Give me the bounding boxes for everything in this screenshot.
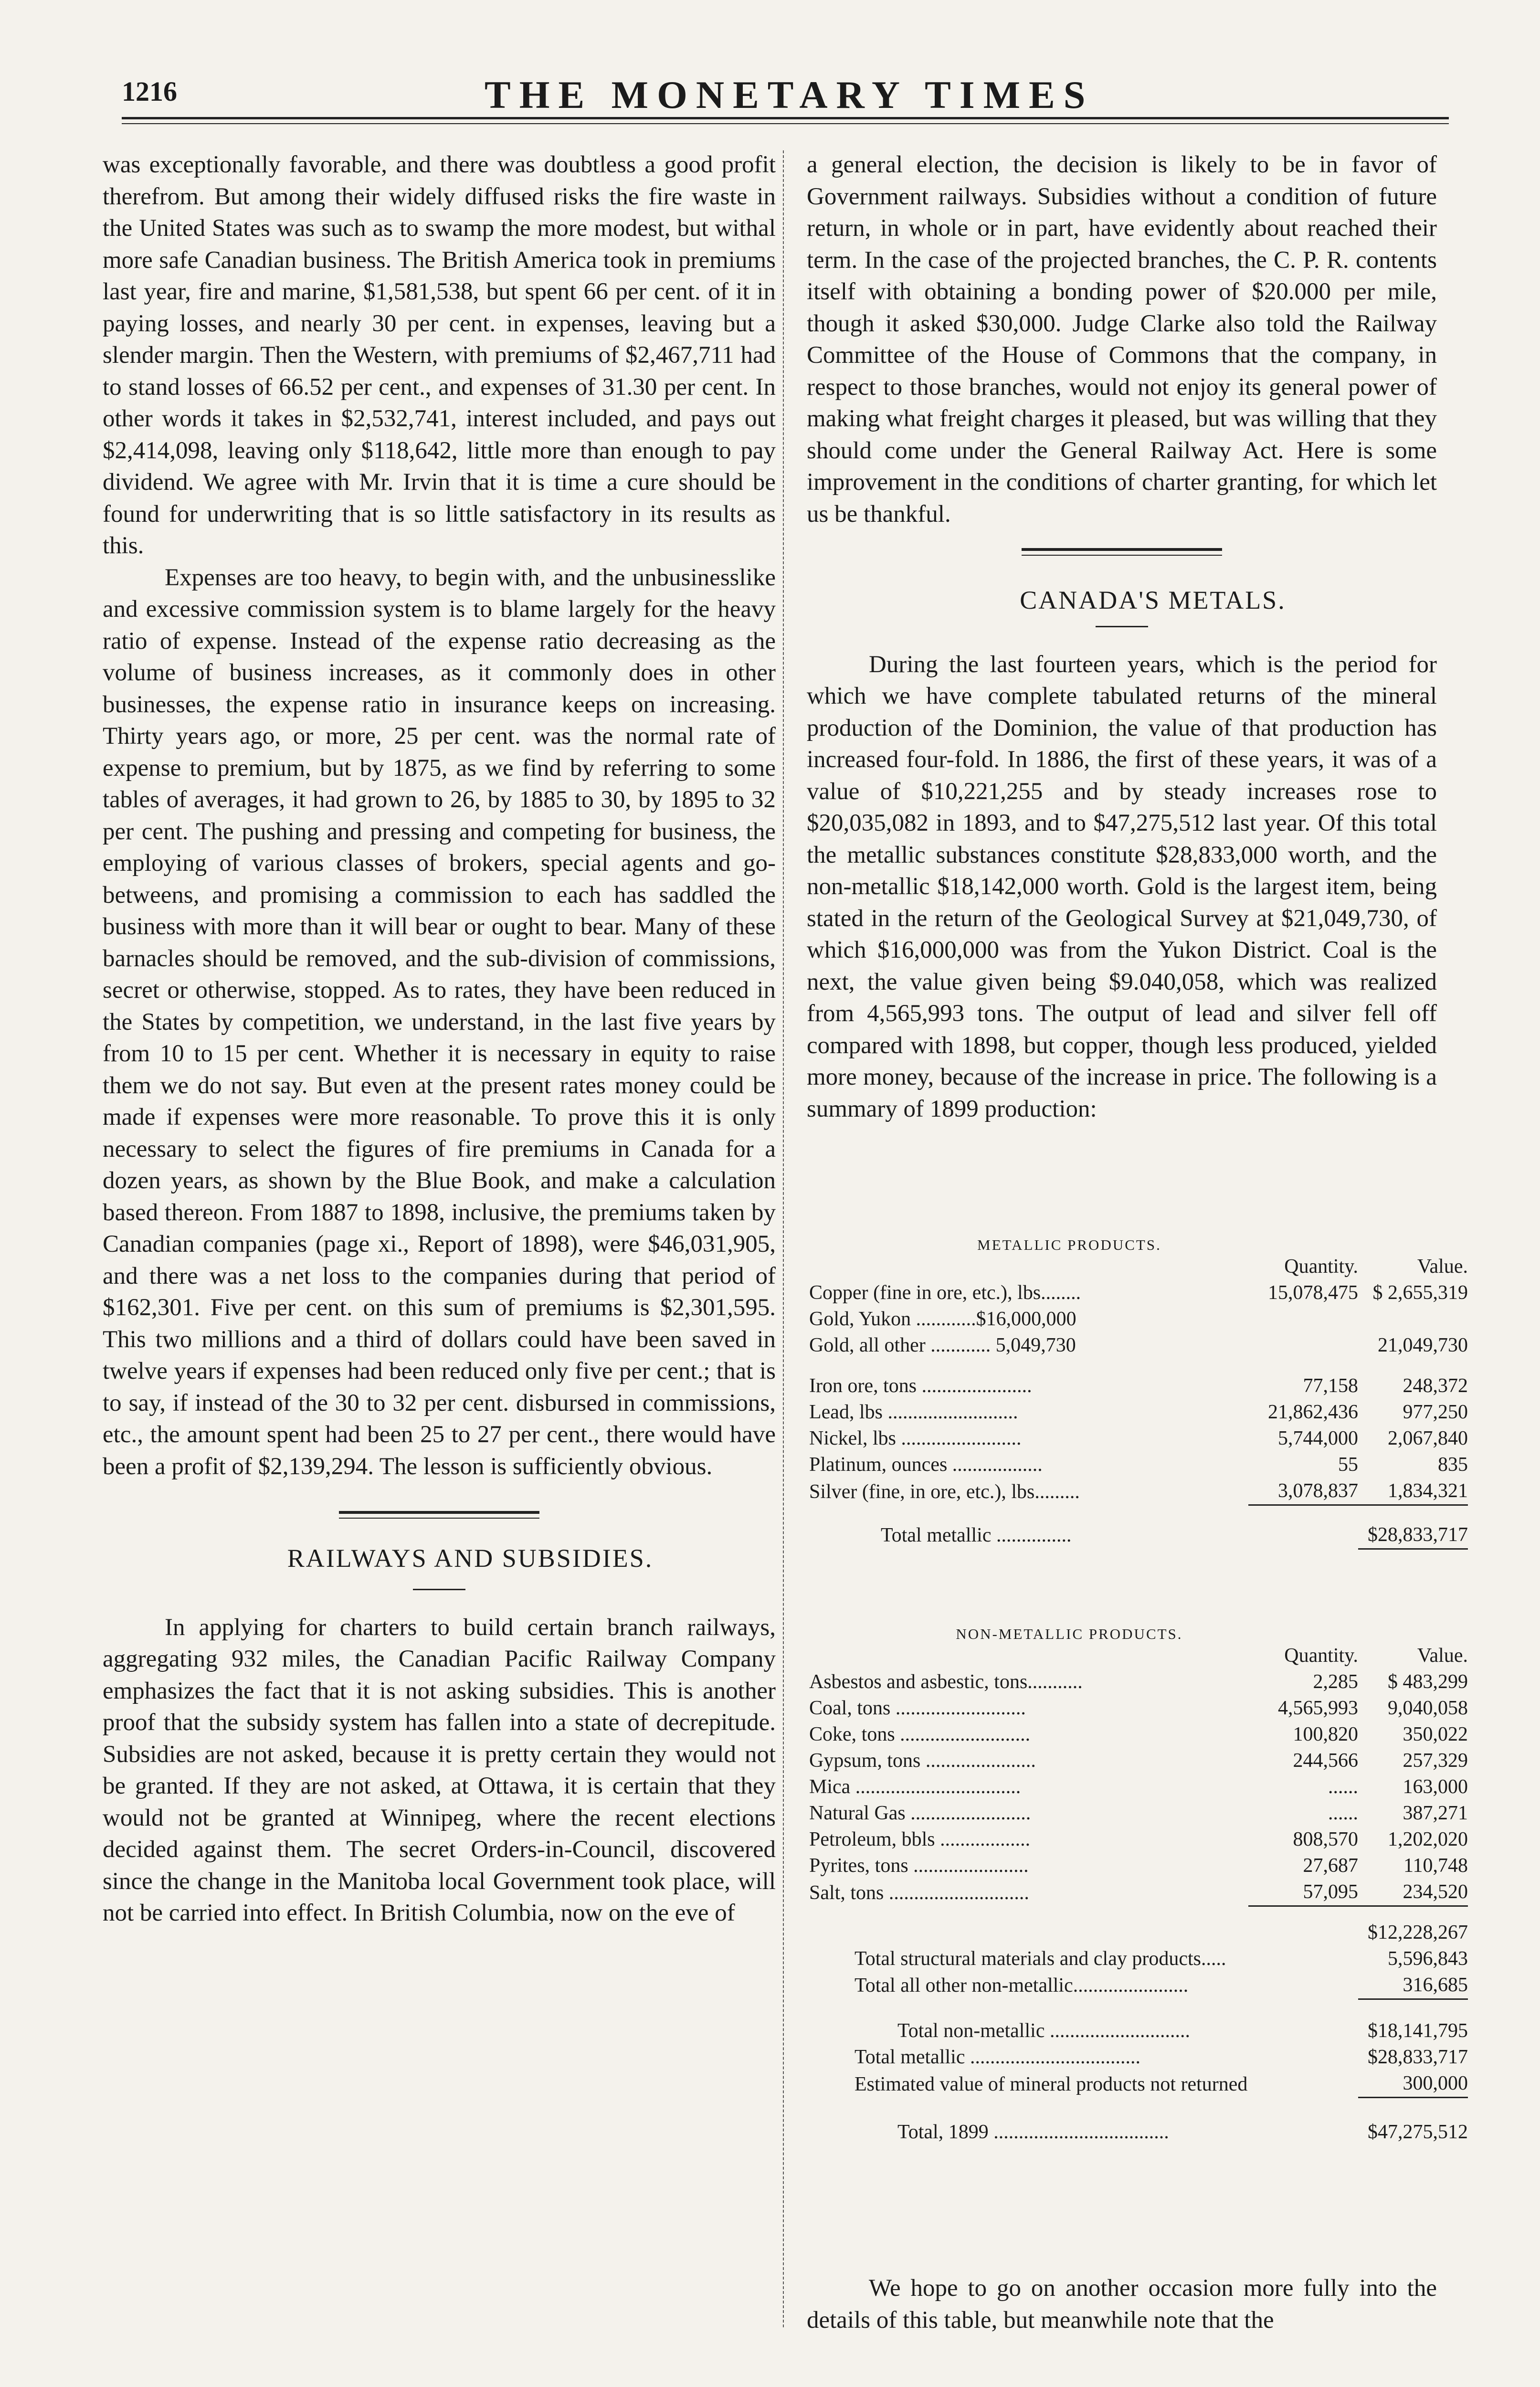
row-name: Total all other non-metallic....................... bbox=[854, 1975, 1189, 1996]
row-name: Total metallic .................................. bbox=[854, 2046, 1140, 2068]
grand-total-label: Total, 1899 ................................... bbox=[897, 2121, 1169, 2143]
page-header bbox=[122, 75, 1540, 133]
row-name: Nickel, lbs ........................ bbox=[809, 1427, 1022, 1449]
table-row bbox=[809, 1722, 1468, 1748]
row-value: 300,000 bbox=[1403, 2072, 1468, 2094]
insurance-paragraph-2: Expenses are too heavy, to begin with, and the unbusinesslike and excessive commission system is to blame largely for the heavy ratio of expense. Instead of the expense ratio decreasing as the volume of business increases, as it commonly does in other businesses, the expense ratio in insurance keeps on increasing. Thirty years ago, or more, 25 per cent. was the normal rate of expense to premium, but by 1875, as we find by referring to some tables of averages, it had grown to 26, by 1885 to 30, by 1895 to 32 per cent. The pushing and pressing and competing for business, the employing of various classes of brokers, special agents and go-betweens, and promising a commission to each has saddled the business with more than it will bear or ought to bear. Many of these barnacles should be removed, and the sub-division of commissions, secret or otherwise, stopped. As to rates, they have been reduced in the States by competition, we understand, in the last five years by from 10 to 15 per cent. Whether it is necessary in equity to raise them we do not say. But even at the present rates money could be made if expenses were more reasonable. To prove this it is only necessary to select the figures of fire premiums in Canada for a dozen years, as shown by the Blue Book, and make a calculation based thereon. From 1887 to 1898, inclusive, the premiums taken by Canadian companies (page xi., Report of 1898), were $46,031,905, and there was a net loss to the companies during that period of $162,301. Five per cent. on this sum of premiums is $2,301,595. This two millions and a third of dollars could have been saved in twelve years if expenses had been reduced only five per cent.; that is to say, if instead of the 30 to 32 per cent. disbursed in commissions, etc., the amount spent had been 25 to 27 per cent., there would have been a profit of $2,139,294. The lesson is sufficiently obvious. bbox=[103, 564, 776, 1480]
row-name: Gold, all other ............ 5,049,730 bbox=[809, 1334, 1076, 1356]
railways-heading: RAILWAYS AND SUBSIDIES. bbox=[287, 1544, 654, 1573]
metals-paragraph: During the last fourteen years, which is the period for which we have complete tabulated returns of the mineral production of the Dominion, the value of that production has increased four-fold. In 1886, the first of these years, it was of a value of $10,221,255 and by steady increases rose to $20,035,082 in 1893, and to $47,275,512 last year. Of this total the metallic substances constitute $28,833,000 worth, and the non-metallic $18,142,000 worth. Gold is the largest item, being stated in the return of the Geological Survey at $21,049,730, of which $16,000,000 was from the Yukon District. Coal is the next, the value given being $9.040,058, which was realized from 4,565,993 tons. The output of lead and silver fell off compared with 1898, but copper, though less produced, yielded more money, because of the increase in price. The following is a summary of 1899 production: bbox=[807, 651, 1437, 1122]
row-quantity: 55 bbox=[1338, 1454, 1358, 1476]
row-value: 163,000 bbox=[1403, 1776, 1468, 1798]
row-value: 2,067,840 bbox=[1388, 1427, 1468, 1449]
closing-paragraph: We hope to go on another occasion more fully into the details of this table, but meanwhile note that the bbox=[807, 2275, 1437, 2334]
row-value: $28,833,717 bbox=[1368, 2046, 1468, 2068]
row-value: 387,271 bbox=[1403, 1802, 1468, 1824]
row-quantity: 57,095 bbox=[1303, 1881, 1358, 1903]
row-value: 21,049,730 bbox=[1378, 1334, 1468, 1356]
railways-paragraph: In applying for charters to build certain branch railways, aggregating 932 miles, the Canadian Pacific Railway Company emphasizes the fact that it is not asking subsidies. This is another proof that the subsidy system has fallen into a state of decrepitude. Subsidies are not asked, because it is pretty certain they would not be granted. If they are not asked, at Ottawa, it is certain that they would not be granted at Winnipeg, where the recent elections decided against them. The secret Orders-in-Council, discovered since the change in the Manitoba local Government took place, will not be carried into effect. In British Columbia, now on the eve of bbox=[103, 1614, 776, 1926]
row-value: 316,685 bbox=[1403, 1974, 1468, 1996]
row-name: Petroleum, bbls .................. bbox=[809, 1828, 1031, 1850]
header-rule bbox=[122, 117, 1449, 119]
row-name: Gypsum, tons ...................... bbox=[809, 1750, 1036, 1772]
row-name: Gold, Yukon ............$16,000,000 bbox=[809, 1308, 1076, 1330]
row-quantity: 4,565,993 bbox=[1278, 1697, 1358, 1719]
table-row bbox=[809, 1827, 1468, 1853]
total-metallic-label: Total metallic ............... bbox=[881, 1524, 1072, 1546]
row-name: Iron ore, tons ...................... bbox=[809, 1375, 1032, 1397]
section-rule bbox=[339, 1511, 539, 1519]
value-header: Value. bbox=[1417, 1256, 1468, 1278]
table-header-row bbox=[809, 1643, 1468, 1669]
table-header-row bbox=[809, 1254, 1468, 1280]
row-quantity: 2,285 bbox=[1313, 1671, 1358, 1693]
summary-row bbox=[809, 2018, 1468, 2044]
row-quantity: 3,078,837 bbox=[1278, 1480, 1358, 1502]
table-row bbox=[809, 1669, 1468, 1695]
table-row bbox=[809, 1332, 1468, 1359]
row-quantity bbox=[1248, 1332, 1358, 1359]
masthead-title: THE MONETARY TIMES bbox=[485, 73, 1094, 116]
row-quantity: 244,566 bbox=[1293, 1750, 1358, 1772]
header-rule-thin bbox=[122, 123, 1449, 124]
row-quantity: 808,570 bbox=[1293, 1828, 1358, 1850]
table-row bbox=[809, 1452, 1468, 1478]
page-number: 1216 bbox=[122, 76, 177, 107]
total-metallic-value: $28,833,717 bbox=[1368, 1523, 1468, 1546]
row-quantity bbox=[1248, 1306, 1358, 1332]
row-name: Lead, lbs .......................... bbox=[809, 1401, 1018, 1423]
table-row bbox=[809, 1800, 1468, 1827]
row-value: 5,596,843 bbox=[1388, 1947, 1468, 1970]
row-value: 234,520 bbox=[1403, 1881, 1468, 1903]
right-column bbox=[807, 149, 1437, 1125]
column-divider bbox=[783, 150, 784, 2327]
row-name: Estimated value of mineral products not returned bbox=[854, 2073, 1248, 2095]
row-name: Asbestos and asbestic, tons........... bbox=[809, 1671, 1083, 1693]
section-rule bbox=[1022, 548, 1222, 556]
table-row bbox=[809, 1426, 1468, 1452]
row-quantity: ...... bbox=[1328, 1802, 1358, 1824]
non-metallic-table bbox=[809, 1643, 1468, 2145]
row-name: Mica ................................. bbox=[809, 1776, 1021, 1798]
row-value: 350,022 bbox=[1403, 1723, 1468, 1745]
row-quantity: 5,744,000 bbox=[1278, 1427, 1358, 1449]
row-quantity: 21,862,436 bbox=[1268, 1401, 1358, 1423]
row-name: Coke, tons .......................... bbox=[809, 1723, 1031, 1745]
summary-row bbox=[809, 2070, 1468, 2098]
row-quantity: 77,158 bbox=[1303, 1375, 1358, 1397]
row-name: Copper (fine in ore, etc.), lbs........ bbox=[809, 1282, 1081, 1304]
row-name: Silver (fine, in ore, etc.), lbs......... bbox=[809, 1480, 1080, 1503]
metallic-table bbox=[809, 1254, 1468, 1558]
subtotal-value: $12,228,267 bbox=[1368, 1921, 1468, 1943]
table-row bbox=[809, 1879, 1468, 1906]
insurance-paragraph-1: was exceptionally favorable, and there was doubtless a good profit therefrom. But among their widely diffused risks the fire waste in the United States was such as to swamp the more modest, but withal more safe Canadian business. The British America took in premiums last year, fire and marine, $1,581,538, but spent 66 per cent. of it in paying losses, and nearly 30 per cent. in expenses, leaving but a slender margin. Then the Western, with premiums of $2,467,711 had to stand losses of 66.52 per cent., and expenses of 31.30 per cent. In other words it takes in $2,532,741, interest included, and pays out $2,414,098, leaving only $118,642, little more than enough to pay dividend. We agree with Mr. Irvin that it is time a cure should be found for underwriting that is so little satisfactory in its results as this. bbox=[103, 151, 776, 559]
row-name: Salt, tons ............................ bbox=[809, 1881, 1029, 1904]
table-row bbox=[809, 1946, 1468, 1972]
row-quantity: ...... bbox=[1328, 1776, 1358, 1798]
row-value: 248,372 bbox=[1403, 1375, 1468, 1397]
row-value: 1,202,020 bbox=[1388, 1828, 1468, 1850]
metals-heading: CANADA'S METALS. bbox=[1020, 586, 1286, 614]
non-metallic-products-table bbox=[809, 1626, 1477, 2145]
row-name: Coal, tons .......................... bbox=[809, 1697, 1026, 1719]
row-value bbox=[1358, 1306, 1468, 1332]
row-value: 257,329 bbox=[1403, 1750, 1468, 1772]
row-quantity: 15,078,475 bbox=[1268, 1282, 1358, 1304]
row-value: 977,250 bbox=[1403, 1401, 1468, 1423]
closing-text bbox=[807, 2272, 1437, 2336]
row-name: Natural Gas ........................ bbox=[809, 1802, 1031, 1824]
railways-continuation: a general election, the decision is likely to be in favor of Government railways. Subsidies without a condition of future return, in whole or in part, have evidently about reached their term. In the case of the projected branches, the C. P. R. contents itself with obtaining a bonding power of $20.000 per mile, though it asked $30,000. Judge Clarke also told the Railway Committee of the House of Commons that the company, in respect to those branches, would not enjoy its general power of making what freight charges it pleased, but was willing that they should come under the General Railway Act. Here is some improvement in the conditions of charter granting, for which let us be thankful. bbox=[807, 151, 1437, 528]
row-value: 110,748 bbox=[1403, 1855, 1468, 1877]
quantity-header: Quantity. bbox=[1284, 1645, 1358, 1667]
row-value: 1,834,321 bbox=[1388, 1480, 1468, 1502]
row-name: Total non-metallic ............................ bbox=[897, 2020, 1190, 2042]
row-value: $18,141,795 bbox=[1368, 2020, 1468, 2042]
table-row bbox=[809, 1306, 1468, 1332]
row-name: Platinum, ounces .................. bbox=[809, 1454, 1043, 1476]
row-name: Total structural materials and clay products..... bbox=[854, 1947, 1226, 1970]
value-header: Value. bbox=[1417, 1645, 1468, 1667]
left-column bbox=[103, 149, 776, 1929]
total-row bbox=[809, 1522, 1468, 1549]
table-row bbox=[809, 1748, 1468, 1774]
grand-total-value: $47,275,512 bbox=[1368, 2121, 1468, 2143]
table-row bbox=[809, 1478, 1468, 1505]
non-metallic-title: NON-METALLIC PRODUCTS. bbox=[956, 1626, 1183, 1642]
metallic-products-table bbox=[809, 1236, 1477, 1558]
row-value: 835 bbox=[1438, 1454, 1468, 1476]
table-row bbox=[809, 1695, 1468, 1722]
grand-total-row bbox=[809, 2119, 1468, 2145]
table-row bbox=[809, 1972, 1468, 1999]
table-row bbox=[809, 1373, 1468, 1399]
row-value: $ 2,655,319 bbox=[1372, 1282, 1468, 1304]
row-quantity: 100,820 bbox=[1293, 1723, 1358, 1745]
row-quantity: 27,687 bbox=[1303, 1855, 1358, 1877]
row-name: Pyrites, tons ....................... bbox=[809, 1855, 1029, 1877]
summary-row bbox=[809, 2044, 1468, 2070]
table-row bbox=[809, 1853, 1468, 1879]
quantity-header: Quantity. bbox=[1284, 1256, 1358, 1278]
row-value: 9,040,058 bbox=[1388, 1697, 1468, 1719]
table-row bbox=[809, 1280, 1468, 1306]
row-value: $ 483,299 bbox=[1388, 1671, 1468, 1693]
table-row bbox=[809, 1399, 1468, 1426]
table-row bbox=[809, 1774, 1468, 1800]
subtotal-row bbox=[809, 1920, 1468, 1946]
metallic-title: METALLIC PRODUCTS. bbox=[977, 1236, 1161, 1253]
